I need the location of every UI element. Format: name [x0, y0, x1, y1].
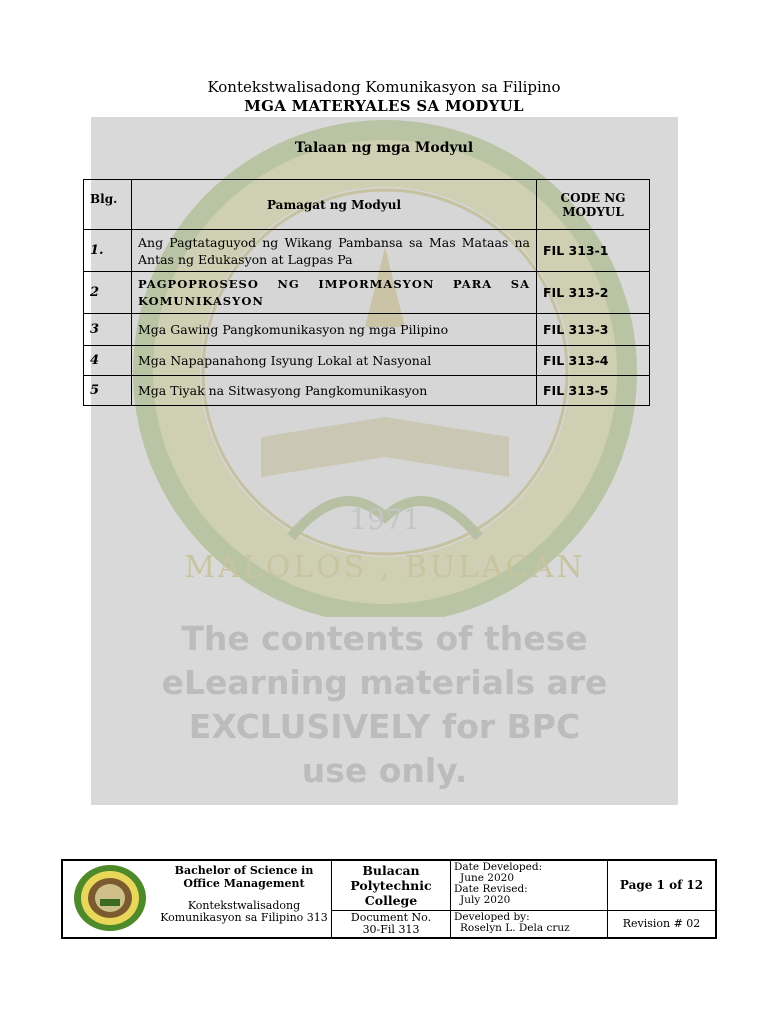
module-title: Mga Napapanahong Isyung Lokal at Nasyonal — [132, 346, 537, 376]
module-title: Ang Pagtataguyod ng Wikang Pambansa sa Mas Mataas na Antas ng Edukasyon at Lagpas Pa — [132, 230, 537, 272]
table-row — [84, 314, 650, 346]
program-name: Bachelor of Science in Office Management — [174, 864, 314, 890]
date-developed-value: June 2020 — [460, 872, 515, 884]
date-revised-value: July 2020 — [460, 894, 511, 906]
page-number: Page 1 of 12 — [608, 860, 717, 910]
module-title: Mga Gawing Pangkomunikasyon ng mga Pilipino — [132, 314, 537, 346]
table-row — [84, 272, 650, 314]
header-code: CODE NG MODYUL — [537, 180, 650, 230]
module-number: 1. — [84, 230, 132, 272]
table-row — [84, 376, 650, 406]
module-code: FIL 313-3 — [537, 314, 650, 346]
table-row — [84, 346, 650, 376]
footer-course-name: Kontekstwalisadong Komunikasyon sa Filipino 313 — [160, 899, 328, 924]
footer-logo-cell — [62, 860, 157, 938]
watermark-line: eLearning materials are — [161, 663, 608, 702]
developed-by-label: Developed by: — [454, 910, 530, 923]
document-number-cell — [332, 910, 451, 938]
document-title: MGA MATERYALES SA MODYUL — [244, 97, 524, 115]
seal-location-text: MALOLOS , BULACAN — [184, 550, 586, 585]
module-number: 2 — [84, 272, 132, 314]
revision-number: Revision # 02 — [608, 910, 717, 938]
watermark-line: use only. — [301, 751, 468, 790]
footer-dates — [451, 860, 608, 910]
module-table — [83, 179, 650, 406]
course-title: Kontekstwalisadong Komunikasyon sa Filipino — [207, 78, 561, 96]
module-table-title: Talaan ng mga Modyul — [294, 140, 474, 156]
watermark-line: EXCLUSIVELY for BPC — [188, 707, 581, 746]
watermark-line: The contents of these — [181, 619, 588, 658]
module-code: FIL 313-4 — [537, 346, 650, 376]
developer-cell — [451, 910, 608, 938]
header-number: Blg. — [84, 180, 132, 230]
table-row — [84, 230, 650, 272]
document-footer — [61, 859, 717, 939]
college-logo-icon — [72, 863, 148, 933]
module-number: 4 — [84, 346, 132, 376]
footer-program-cell — [157, 860, 332, 938]
developer-name: Roselyn L. Dela cruz — [460, 921, 570, 934]
module-number: 3 — [84, 314, 132, 346]
module-code: FIL 313-2 — [537, 272, 650, 314]
date-revised-label: Date Revised: — [454, 883, 528, 895]
module-code: FIL 313-1 — [537, 230, 650, 272]
document-number-label: Document No. — [350, 910, 432, 924]
seal-year-text: 1971 — [349, 503, 421, 536]
module-code: FIL 313-5 — [537, 376, 650, 406]
date-developed-label: Date Developed: — [454, 861, 543, 873]
module-number: 5 — [84, 376, 132, 406]
module-title: PAGPOPROSESO NG IMPORMASYON PARA SA KOMUNIKASYON — [132, 272, 537, 314]
document-number-value: 30-Fil 313 — [362, 922, 420, 936]
watermark-notice — [91, 617, 678, 793]
module-title: Mga Tiyak na Sitwasyong Pangkomunikasyon — [132, 376, 537, 406]
header-title: Pamagat ng Modyul — [132, 180, 537, 230]
college-name: Bulacan Polytechnic College — [332, 860, 451, 910]
